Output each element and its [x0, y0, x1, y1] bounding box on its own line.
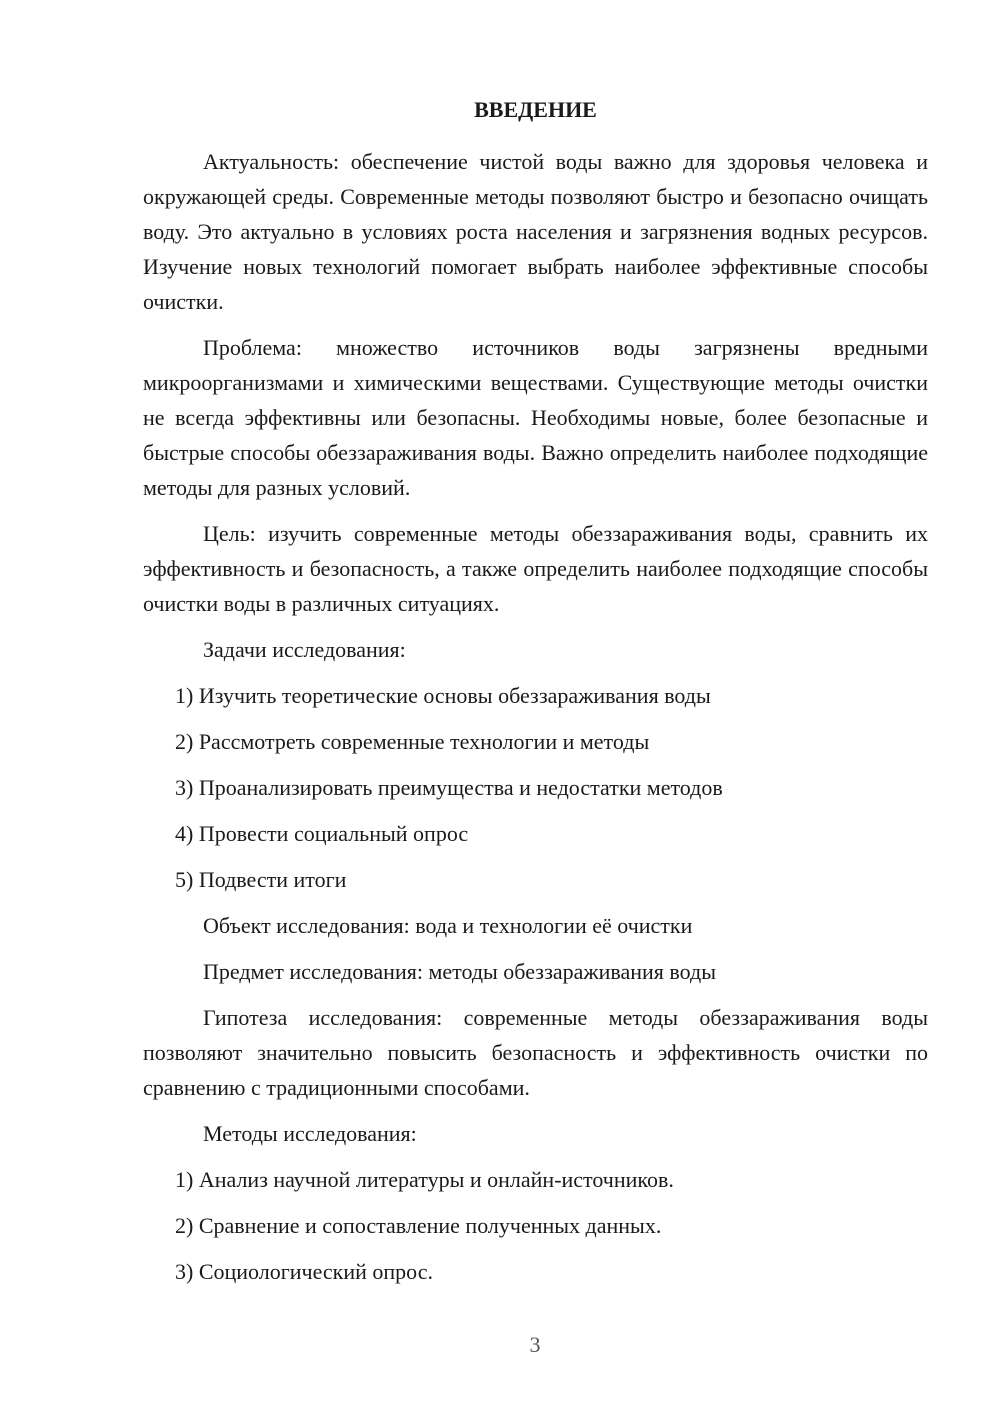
- method-item: 1) Анализ научной литературы и онлайн-источников.: [175, 1167, 674, 1192]
- task-item: 3) Проанализировать преимущества и недостатки методов: [175, 775, 723, 800]
- task-item: 4) Провести социальный опрос: [175, 821, 469, 846]
- task-item: 2) Рассмотреть современные технологии и методы: [175, 729, 650, 754]
- section-title: ВВЕДЕНИЕ: [474, 97, 597, 122]
- method-item: 2) Сравнение и сопоставление полученных данных.: [175, 1213, 662, 1238]
- page-content: [143, 92, 928, 1300]
- problem-paragraph: Проблема: множество источников воды загрязнены вредными микроорганизмами и химическими веществами. Существующие методы очистки не всегда эффективны или безопасны. Необходимы новые, более безопасные и быстрые способы обеззараживания воды. Важно определить наиболее подходящие методы для разных условий.: [143, 335, 928, 500]
- subject-paragraph: Предмет исследования: методы обеззараживания воды: [203, 959, 716, 984]
- relevance-paragraph: Актуальность: обеспечение чистой воды важно для здоровья человека и окружающей среды. Современные методы позволяют быстро и безопасно очищать воду. Это актуально в условиях роста населения и загрязнения водных ресурсов. Изучение новых технологий помогает выбрать наиболее эффективные способы очистки.: [143, 149, 928, 314]
- methods-list: [143, 1162, 928, 1289]
- object-paragraph: Объект исследования: вода и технологии её очистки: [203, 913, 693, 938]
- tasks-list: [143, 678, 928, 897]
- method-item: 3) Социологический опрос.: [175, 1259, 433, 1284]
- goal-paragraph: Цель: изучить современные методы обеззараживания воды, сравнить их эффективность и безопасность, а также определить наиболее подходящие способы очистки воды в различных ситуациях.: [143, 521, 928, 616]
- methods-heading: Методы исследования:: [203, 1121, 417, 1146]
- task-item: 5) Подвести итоги: [175, 867, 347, 892]
- tasks-heading: Задачи исследования:: [203, 637, 406, 662]
- page-number: 3: [529, 1332, 541, 1357]
- hypothesis-paragraph: Гипотеза исследования: современные методы обеззараживания воды позволяют значительно повысить безопасность и эффективность очистки по сравнению с традиционными способами.: [143, 1005, 928, 1100]
- task-item: 1) Изучить теоретические основы обеззараживания воды: [175, 683, 711, 708]
